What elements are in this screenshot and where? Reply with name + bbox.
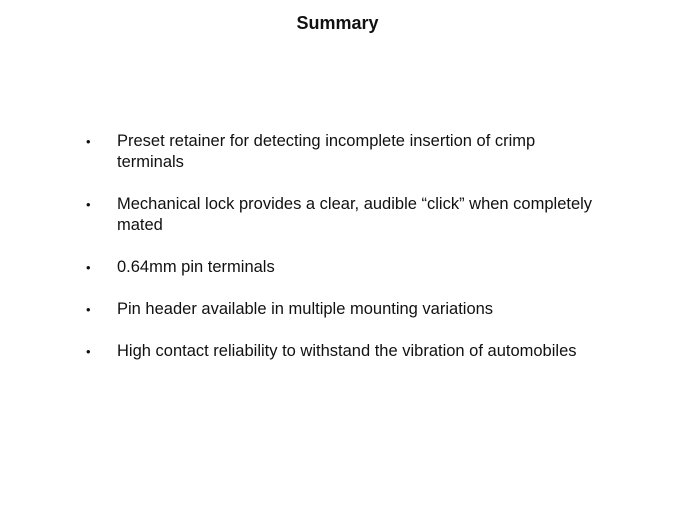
bullet-text: Preset retainer for detecting incomplete insertion of crimp terminals	[117, 132, 536, 171]
bullet-icon: •	[86, 134, 91, 149]
bullet-item	[86, 194, 606, 236]
bullet-item	[86, 257, 606, 278]
bullet-icon: •	[86, 344, 91, 359]
bullet-icon: •	[86, 302, 91, 317]
bullet-item	[86, 131, 606, 173]
bullet-icon: •	[86, 197, 91, 212]
bullet-item	[86, 299, 606, 320]
bullet-list	[86, 131, 606, 383]
bullet-text: Pin header available in multiple mounting variations	[117, 300, 494, 318]
bullet-text: 0.64mm pin terminals	[117, 258, 275, 276]
slide-title: Summary	[296, 13, 379, 33]
bullet-item	[86, 341, 606, 362]
bullet-text: Mechanical lock provides a clear, audible “click” when completely mated	[117, 195, 593, 234]
bullet-icon: •	[86, 260, 91, 275]
bullet-text: High contact reliability to withstand the vibration of automobiles	[117, 342, 577, 360]
